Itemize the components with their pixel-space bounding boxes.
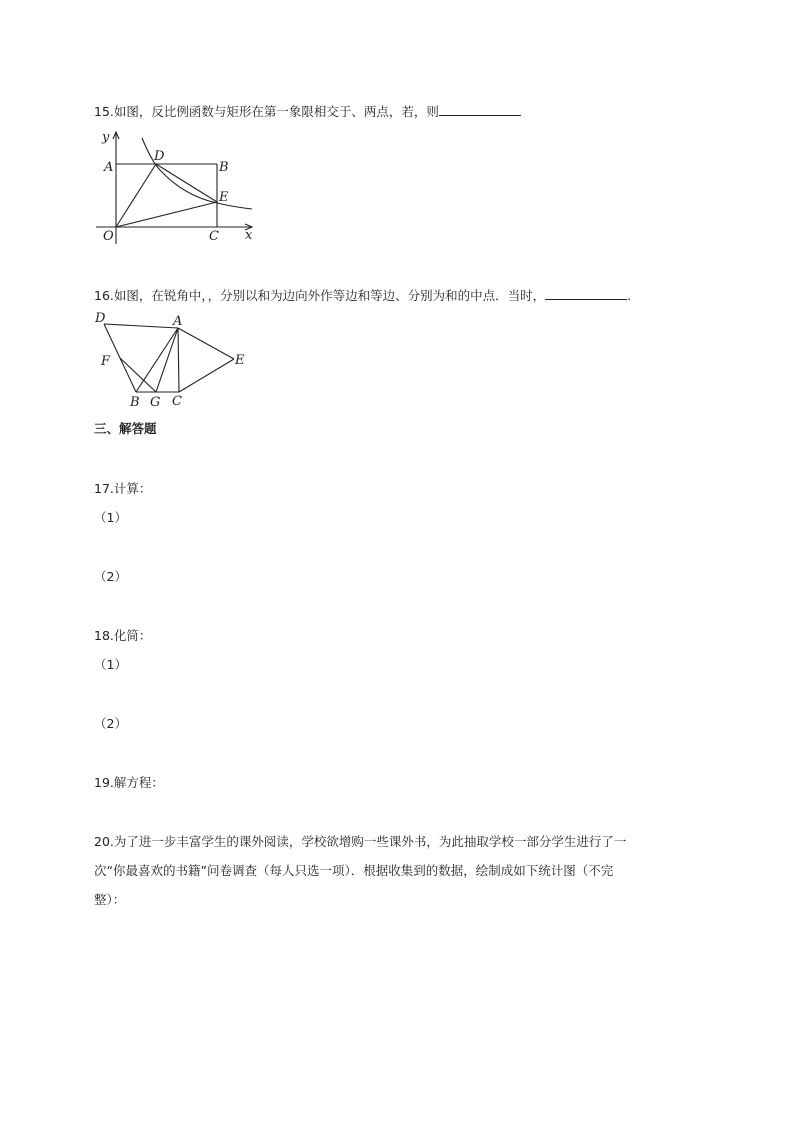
question-15 [94,102,521,120]
answer-blank [439,103,521,116]
segment-GA [156,328,178,392]
question-20-line-3: 整）： [94,892,126,907]
segment-OD [116,164,156,227]
label-O: O [103,229,114,244]
question-18-part-2: （2） [94,716,127,731]
label-A: A [104,160,114,175]
label-y: y [102,130,110,145]
label-G: G [150,395,161,410]
segment-AE [178,328,234,359]
segment-AC [178,328,179,392]
question-17-part-1: （1） [94,510,127,525]
question-18-part-1: （1） [94,657,127,672]
question-17-part-2: （2） [94,569,127,584]
question-16-text: 16.如图，在锐角中，，分别以和为边向外作等边和等边、分别为和的中点．当时， [94,288,546,303]
figure-16 [94,308,254,410]
label-C: C [209,229,219,244]
label-F: F [101,354,111,369]
segment-DE [156,164,217,202]
segment-FG [120,358,156,392]
segment-DA [104,324,178,328]
figure-15 [94,126,264,248]
question-17-title: 17.计算： [94,481,152,496]
segment-OE [116,202,217,227]
question-16 [94,286,631,304]
label-A: A [173,314,183,329]
label-C: C [172,394,182,409]
label-E: E [235,353,245,368]
label-B: B [130,395,140,410]
segment-EC [179,359,234,392]
label-D: D [95,311,106,326]
question-15-text: 15.如图，反比例函数与矩形在第一象限相交于、两点，若，则 [94,104,439,119]
question-18-title: 18.化简： [94,628,152,643]
label-B: B [219,160,229,175]
question-16-end: . [627,288,632,303]
question-19-title: 19.解方程： [94,775,164,790]
section-title: 三、解答题 [94,421,157,436]
answer-blank [545,287,627,300]
label-E: E [219,190,229,205]
label-D: D [154,149,165,164]
question-20-line-1: 20.为了进一步丰富学生的课外阅读，学校欲增购一些课外书，为此抽取学校一部分学生进行了一 [94,834,627,849]
segment-BA [136,328,178,392]
label-x: x [245,228,253,243]
question-20-line-2: 次“你最喜欢的书籍”问卷调查（每人只选一项）．根据收集到的数据，绘制成如下统计图（不完 [94,863,614,878]
